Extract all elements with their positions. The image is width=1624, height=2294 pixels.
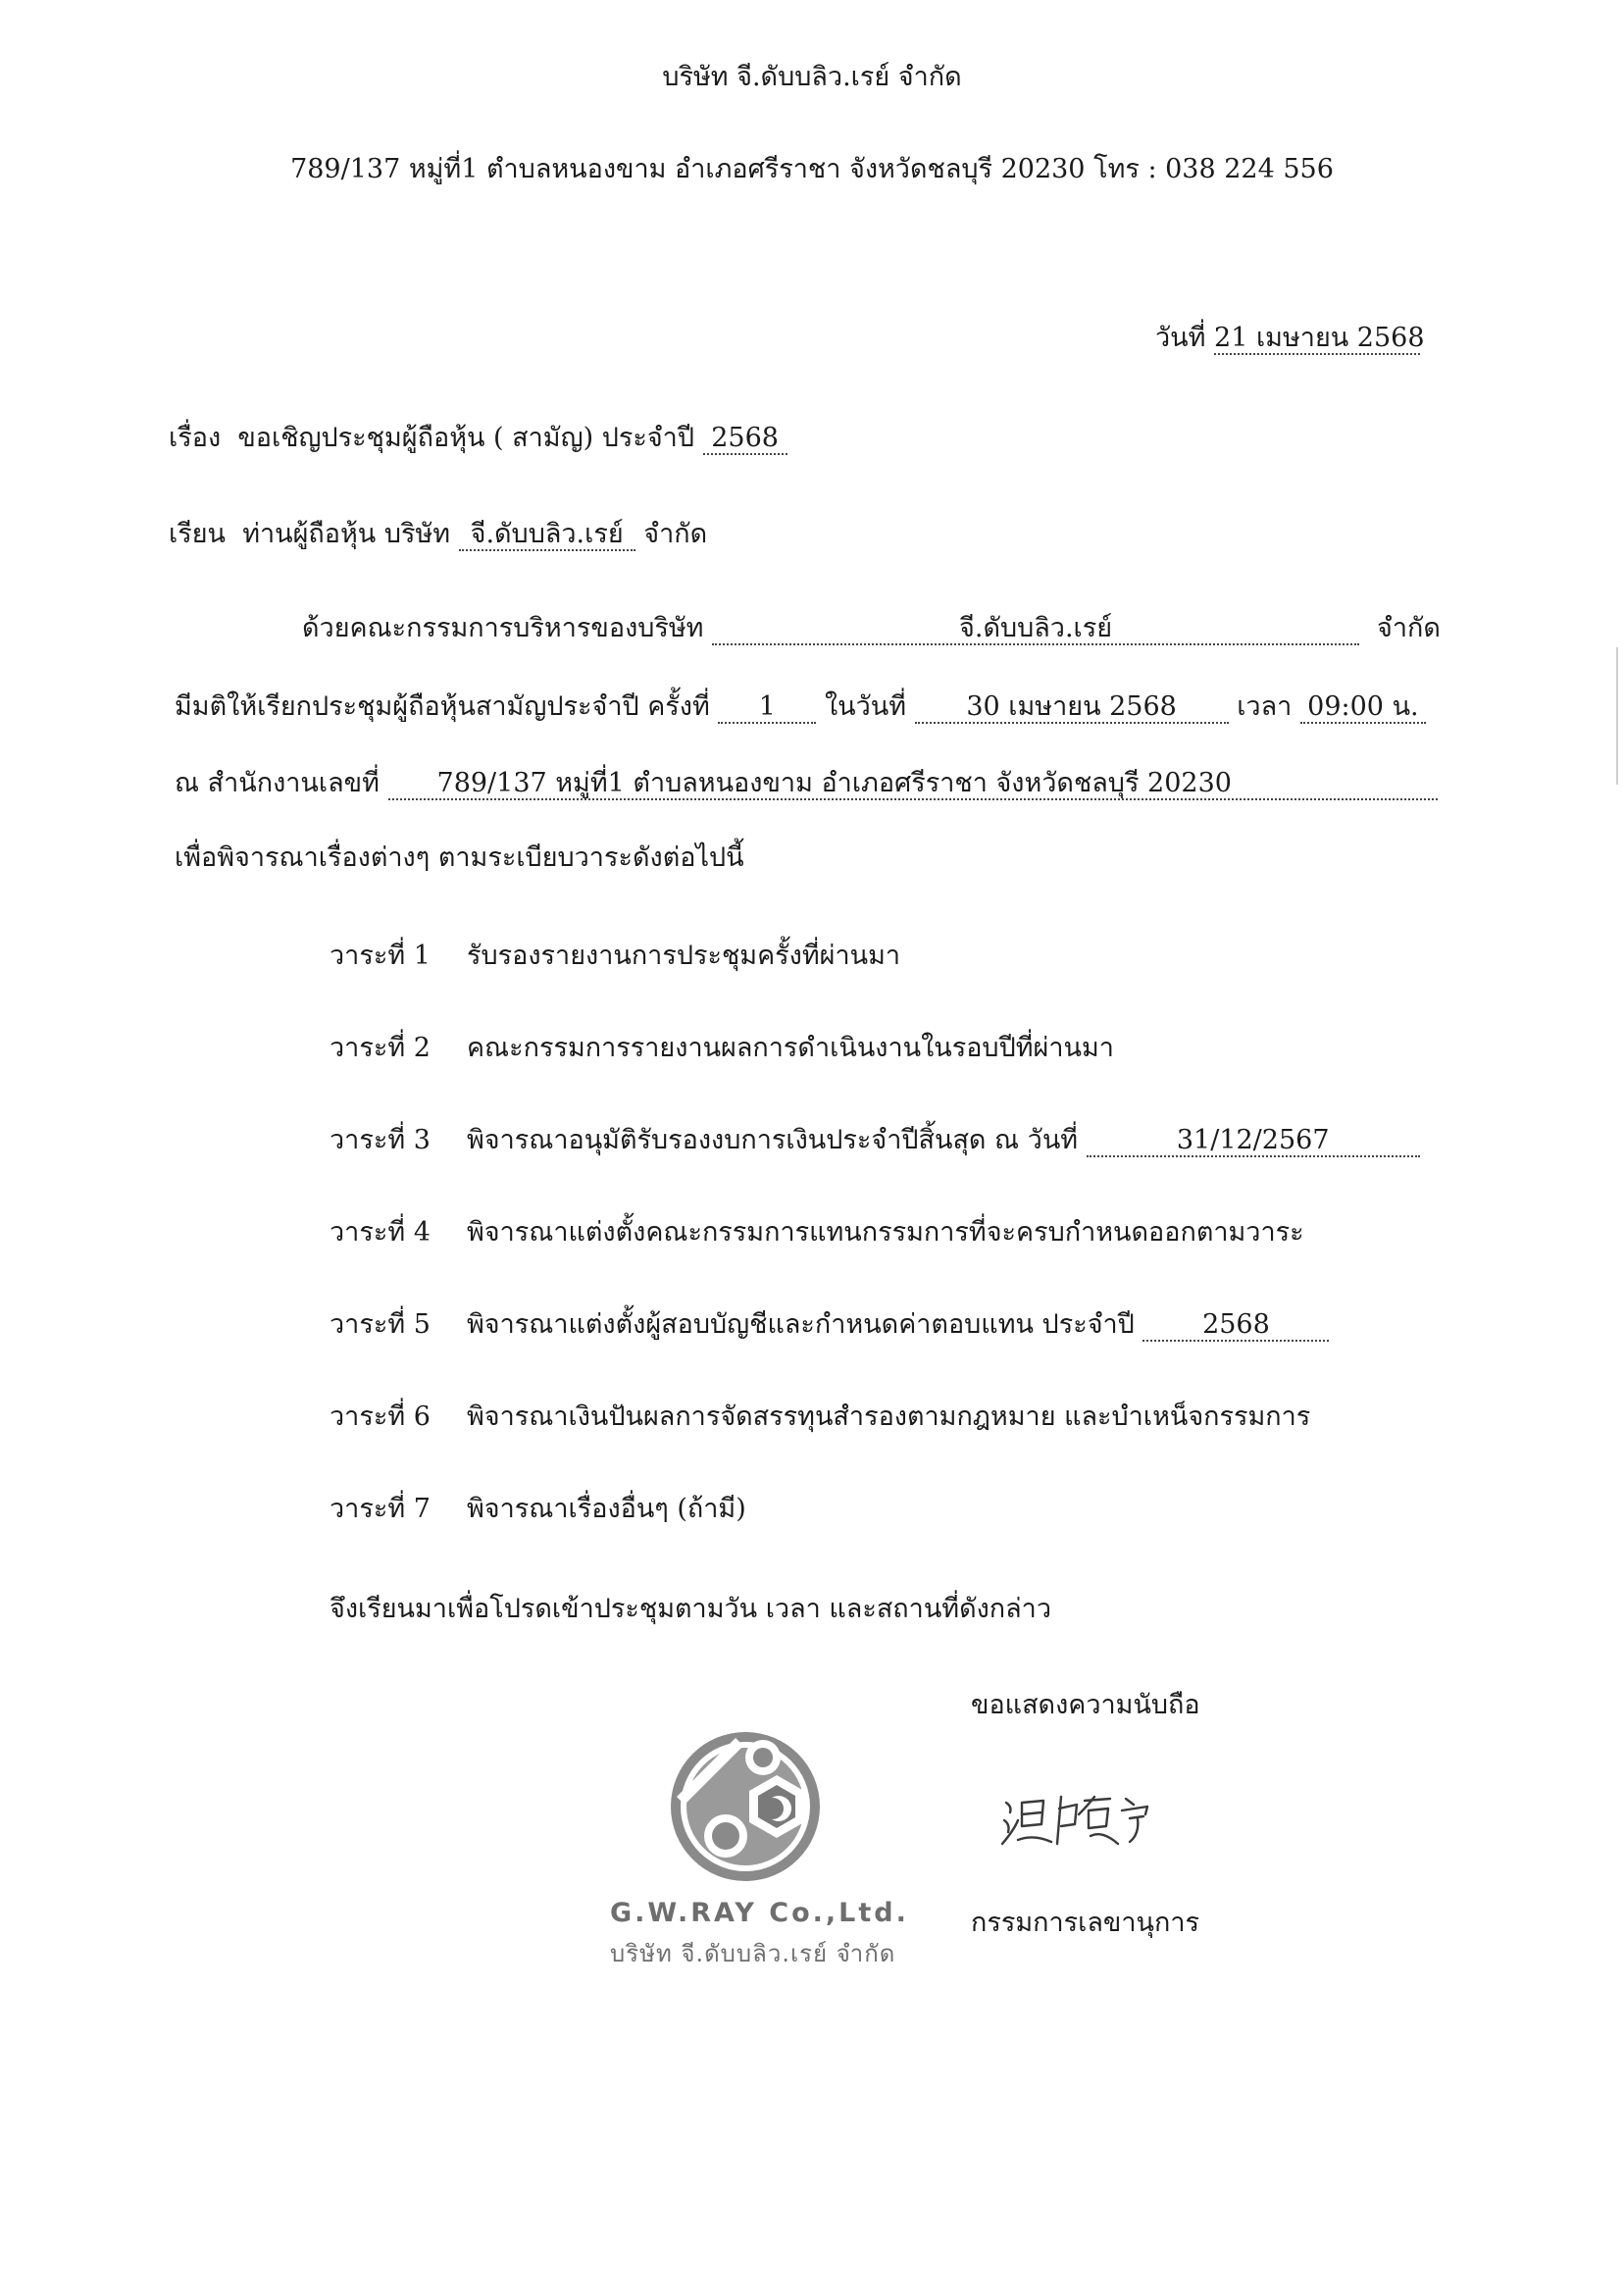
subject-line xyxy=(169,422,787,455)
regards: ขอแสดงความนับถือ xyxy=(971,1690,1200,1720)
agenda-no: วาระที่ 7 xyxy=(330,1494,431,1524)
closing-sentence: จึงเรียนมาเพื่อโปรดเข้าประชุมตามวัน เวลา และสถานที่ดังกล่าว xyxy=(330,1594,1052,1624)
logo-name-en: G.W.RAY Co.,Ltd. xyxy=(610,1898,909,1928)
recipient-text: ท่านผู้ถือหุ้น บริษัท xyxy=(242,519,451,549)
meeting-count: 1 xyxy=(718,692,816,724)
recipient-line xyxy=(169,518,707,551)
body-line3-prefix: ณ สำนักงานเลขที่ xyxy=(175,768,380,798)
agenda-3-date-fill: 31/12/2567 xyxy=(1087,1126,1420,1157)
agenda-no: วาระที่ 3 xyxy=(330,1125,431,1155)
body-line1-suffix: จำกัด xyxy=(1377,613,1441,643)
agenda-no: วาระที่ 6 xyxy=(330,1402,431,1432)
body-company-fill: จี.ดับบลิว.เรย์ xyxy=(712,614,1359,645)
company-name: บริษัท จี.ดับบลิว.เรย์ จำกัด xyxy=(662,62,962,92)
meeting-time-label: เวลา xyxy=(1237,691,1293,722)
subject-year: 2568 xyxy=(703,424,787,455)
logo-name-th: บริษัท จี.ดับบลิว.เรย์ จำกัด xyxy=(610,1940,896,1967)
agenda-no: วาระที่ 2 xyxy=(330,1033,431,1063)
body-line1-prefix: ด้วยคณะกรรมการบริหารของบริษัท xyxy=(302,613,704,643)
agenda-no: วาระที่ 5 xyxy=(330,1309,431,1340)
agenda-5-year-fill: 2568 xyxy=(1142,1310,1329,1342)
agenda-item-7 xyxy=(330,1493,746,1526)
body-line-1 xyxy=(302,612,1359,645)
meeting-date-label: ในวันที่ xyxy=(824,691,906,722)
recipient-company: จี.ดับบลิว.เรย์ xyxy=(459,520,635,551)
body-line-2 xyxy=(175,690,1426,724)
agenda-item-4 xyxy=(330,1216,1304,1249)
company-address: 789/137 หมู่ที่1 ตำบลหนองขาม อำเภอศรีราชา จังหวัดชลบุรี 20230 โทร : 038 224 556 xyxy=(290,154,1334,184)
agenda-item-6 xyxy=(330,1401,1310,1434)
agenda-text: พิจารณาเงินปันผลการจัดสรรทุนสำรองตามกฎหมาย และบำเหน็จกรรมการ xyxy=(467,1402,1311,1432)
letter-date xyxy=(1155,322,1425,355)
body-line-3 xyxy=(175,767,1438,800)
recipient-suffix: จำกัด xyxy=(643,519,708,549)
agenda-item-3 xyxy=(330,1124,1420,1157)
agenda-text: พิจารณาแต่งตั้งผู้สอบบัญชีและกำหนดค่าตอบแทน ประจำปี xyxy=(467,1309,1135,1340)
meeting-address: 789/137 หมู่ที่1 ตำบลหนองขาม อำเภอศรีราชา จังหวัดชลบุรี 20230 xyxy=(388,769,1438,800)
signer-title: กรรมการเลขานุการ xyxy=(971,1908,1200,1938)
meeting-time: 09:00 น. xyxy=(1300,692,1426,724)
agenda-no: วาระที่ 1 xyxy=(330,941,431,971)
agenda-text: พิจารณาแต่งตั้งคณะกรรมการแทนกรรมการที่จะครบกำหนดออกตามวาระ xyxy=(467,1217,1304,1248)
body-line2-prefix: มีมติให้เรียกประชุมผู้ถือหุ้นสามัญประจำปี ครั้งที่ xyxy=(175,691,710,722)
agenda-text: คณะกรรมการรายงานผลการดำเนินงานในรอบปีที่ผ่านมา xyxy=(467,1033,1114,1063)
date-label: วันที่ xyxy=(1155,323,1206,353)
subject-label: เรื่อง xyxy=(169,423,222,453)
agenda-text: พิจารณาเรื่องอื่นๆ (ถ้ามี) xyxy=(467,1494,746,1524)
meeting-date: 30 เมษายน 2568 xyxy=(915,692,1229,724)
agenda-text: พิจารณาอนุมัติรับรองงบการเงินประจำปีสิ้นสุด ณ วันที่ xyxy=(467,1125,1079,1155)
body-line-4: เพื่อพิจารณาเรื่องต่างๆ ตามระเบียบวาระดังต่อไปนี้ xyxy=(175,842,744,873)
company-logo-icon xyxy=(667,1728,824,1885)
agenda-item-2 xyxy=(330,1032,1114,1065)
agenda-text: รับรองรายงานการประชุมครั้งที่ผ่านมา xyxy=(467,941,901,971)
date-value: 21 เมษายน 2568 xyxy=(1214,323,1425,353)
signature-image xyxy=(1000,1785,1196,1854)
recipient-label: เรียน xyxy=(169,519,227,549)
subject-text: ขอเชิญประชุมผู้ถือหุ้น ( สามัญ) ประจำปี xyxy=(237,423,694,453)
agenda-item-1 xyxy=(330,940,900,973)
scan-edge-mark xyxy=(1616,647,1618,785)
agenda-no: วาระที่ 4 xyxy=(330,1217,431,1248)
agenda-item-5 xyxy=(330,1308,1329,1342)
